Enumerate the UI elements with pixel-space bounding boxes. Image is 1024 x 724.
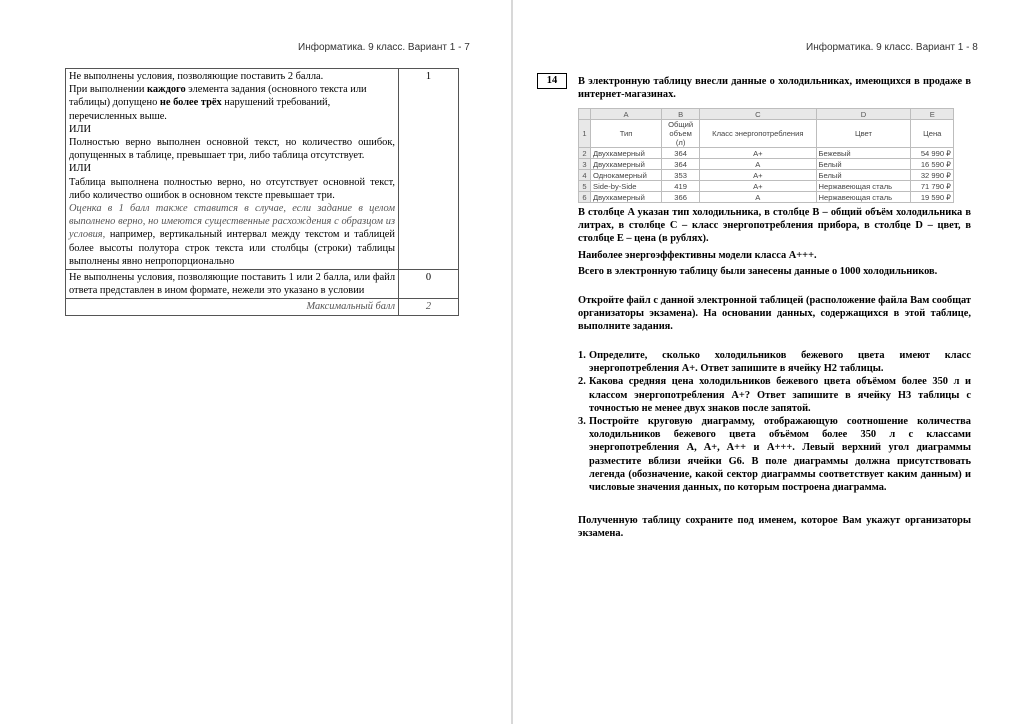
col-letter: D	[816, 109, 911, 120]
task-number-box: 14	[537, 73, 567, 89]
question-item: 2. Какова средняя цена холодильников бежевого цвета объёмом более 350 л и классом энергопотребления A+? Ответ запишите в ячейку H3 таблицы с точностью не менее двух знаков после запятой.	[578, 376, 971, 414]
save-instruction: Полученную таблицу сохраните под именем, которое Вам укажут организаторы экзамена.	[578, 515, 971, 540]
total-records-note: Всего в электронную таблицу были занесены данные о 1000 холодильников.	[578, 266, 938, 277]
open-file-instruction: Откройте файл с данной электронной таблицей (расположение файла Вам сообщат организаторы экзамена). На основании данных, содержащихся в этой таблице, выполните задания.	[578, 295, 971, 333]
row-number: 3	[579, 159, 591, 170]
sheet-row	[579, 170, 954, 181]
cell-class: A	[700, 159, 816, 170]
col-letter: E	[911, 109, 954, 120]
cell-price: 71 790 ₽	[911, 181, 954, 192]
cell-type: Однокамерный	[591, 170, 662, 181]
row-number: 5	[579, 181, 591, 192]
criteria-each-element: При выполнении каждого элемента задания (основного текста или таблицы) допущено не более трёх нарушений требований, перечисленных выше.	[69, 84, 367, 122]
spreadsheet-image	[578, 108, 954, 203]
task-intro: В электронную таблицу внесли данные о холодильниках, имеющихся в продаже в интернет-магазинах.	[578, 76, 971, 101]
question-item: 3. Постройте круговую диаграмму, отображающую соотношение количества холодильников бежевого цвета объёмом более 350 л с классами энергопотребления A, A+, A++ и A+++. Левый верхний угол диаграммы разместите вблизи ячейки G6. В поле диаграммы должна присутствовать легенда (обозначение, какой сектор диаграммы соответствует каким данным) и числовые значения данных, по которым построена диаграмма.	[578, 416, 971, 494]
sheet-row	[579, 159, 954, 170]
criteria-row-2-text: Не выполнены условия, позволяющие поставить 1 или 2 балла, или файл ответа представлен в ином формате, нежели это указано в условии	[66, 270, 399, 299]
criteria-row-2	[66, 270, 459, 299]
left-page-header: Информатика. 9 класс. Вариант 1 - 7	[298, 42, 470, 53]
cell-type: Side-by-Side	[591, 181, 662, 192]
sheet-header-row	[579, 120, 954, 148]
row-number: 2	[579, 148, 591, 159]
row-number: 4	[579, 170, 591, 181]
col-letter: A	[591, 109, 662, 120]
criteria-note: Оценка в 1 балл также ставится в случае, если задание в целом выполнено верно, но имеются существенные расхождения с образцом из условия, например, вертикальный интервал между текстом и таблицей более высоты полутора строк текста или столбцы (строки) таблицы выполнены явно непропорционально	[69, 203, 395, 267]
cell-price: 16 590 ₽	[911, 159, 954, 170]
col-letter: C	[700, 109, 816, 120]
sheet-header-cell: Цена	[911, 120, 954, 148]
row-number: 1	[579, 120, 591, 148]
right-page-header: Информатика. 9 класс. Вариант 1 - 8	[806, 42, 978, 53]
cell-color: Белый	[816, 170, 911, 181]
row-number: 6	[579, 192, 591, 203]
criteria-row-2-score: 0	[399, 270, 459, 299]
cell-price: 19 590 ₽	[911, 192, 954, 203]
criteria-table	[65, 68, 459, 316]
col-letter: B	[662, 109, 700, 120]
cell-volume: 364	[662, 148, 700, 159]
question-item: 1. Определите, сколько холодильников бежевого цвета имеют класс энергопотребления A+. Ответ запишите в ячейку H2 таблицы.	[578, 350, 971, 375]
sheet-row	[579, 192, 954, 203]
criteria-row-1	[66, 69, 459, 270]
page-gutter	[511, 0, 513, 724]
efficiency-note: Наиболее энергоэффективны модели класса A+++.	[578, 250, 817, 261]
cell-class: A+	[700, 148, 816, 159]
cell-price: 54 990 ₽	[911, 148, 954, 159]
sheet-row	[579, 148, 954, 159]
column-letters-row	[579, 109, 954, 120]
cell-volume: 353	[662, 170, 700, 181]
cell-class: A+	[700, 181, 816, 192]
sheet-header-cell: Класс энергопотребления	[700, 120, 816, 148]
criteria-max-row	[66, 299, 459, 315]
max-score-label: Максимальный балл	[66, 299, 399, 315]
cell-color: Белый	[816, 159, 911, 170]
corner-cell	[579, 109, 591, 120]
sheet-header-cell: Цвет	[816, 120, 911, 148]
sheet-row	[579, 181, 954, 192]
cell-color: Бежевый	[816, 148, 911, 159]
cell-volume: 364	[662, 159, 700, 170]
max-score-value: 2	[399, 299, 459, 315]
cell-type: Двухкамерный	[591, 159, 662, 170]
cell-type: Двухкамерный	[591, 148, 662, 159]
sheet-header-cell: Общий объем (л)	[662, 120, 700, 148]
criteria-row-1-score: 1	[399, 69, 459, 270]
sheet-header-cell: Тип	[591, 120, 662, 148]
columns-description: В столбце A указан тип холодильника, в столбце B – общий объём холодильника в литрах, в столбце C – класс энергопотребления прибора, в столбце D – цвет, в столбце E – цена (в рублях).	[578, 207, 971, 245]
cell-volume: 419	[662, 181, 700, 192]
cell-price: 32 990 ₽	[911, 170, 954, 181]
questions-list	[578, 349, 971, 494]
cell-color: Нержавеющая сталь	[816, 192, 911, 203]
cell-color: Нержавеющая сталь	[816, 181, 911, 192]
cell-volume: 366	[662, 192, 700, 203]
cell-type: Двухкамерный	[591, 192, 662, 203]
cell-class: A+	[700, 170, 816, 181]
criteria-row-1-text: Не выполнены условия, позволяющие поставить 2 балла. При выполнении каждого элемента задания (основного текста или таблицы) допущено не более трёх нарушений требований, перечисленных выше. ИЛИ Полностью верно выполнен основной текст, но количество ошибок, допущенных в таблице, превышает три, либо таблица отсутствует. ИЛИ Таблица выполнена полностью верно, но отсутствует основной текст, либо количество ошибок в основном тексте превышает три. Оценка в 1 балл также ставится в случае, если задание в целом выполнено верно, но имеются существенные расхождения с образцом из условия, например, вертикальный интервал между текстом и таблицей более высоты полутора строк текста или столбцы (строки) таблицы выполнены явно непропорционально	[66, 69, 399, 270]
cell-class: A	[700, 192, 816, 203]
